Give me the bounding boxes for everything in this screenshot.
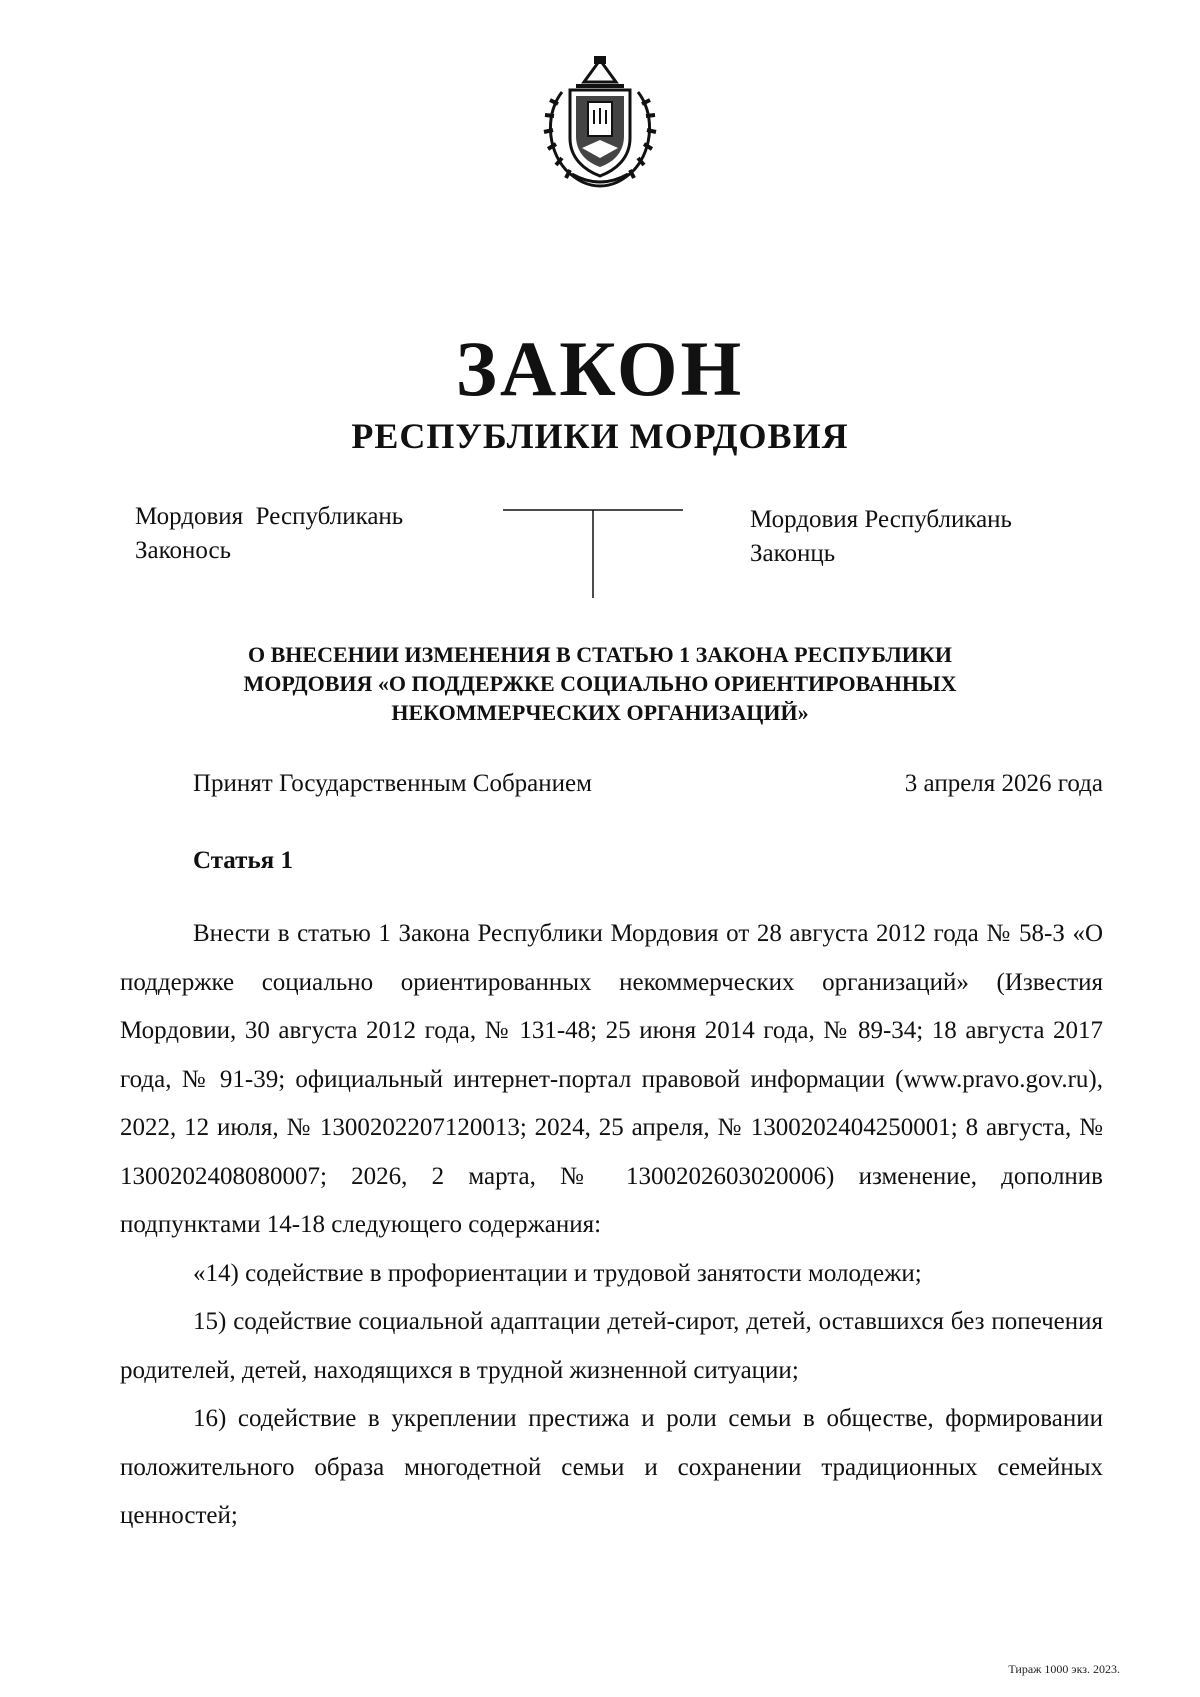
law-heading <box>120 640 1080 727</box>
law-title: ЗАКОН <box>455 325 745 412</box>
moksha-label <box>750 503 1012 571</box>
article-paragraph: 15) содействие социальной адаптации детей-сирот, детей, оставшихся без попечения родителей, детей, находящихся в трудной жизненной ситуации; <box>120 1308 1103 1384</box>
separator-tee <box>503 508 683 598</box>
moksha-label-line1: Мордовия Республикань <box>750 506 1012 533</box>
article-paragraph: 16) содействие в укреплении престижа и роли семьи в обществе, формировании положительного образа многодетной семьи и сохранении традиционных семейных ценностей; <box>120 1405 1103 1529</box>
law-heading-line1: О ВНЕСЕНИИ ИЗМЕНЕНИЯ В СТАТЬЮ 1 ЗАКОНА РЕСПУБЛИКИ <box>248 642 952 667</box>
coat-of-arms-mordovia-icon <box>532 52 668 192</box>
erzya-label-line2: Законось <box>135 537 231 564</box>
law-heading-line2: МОРДОВИЯ «О ПОДДЕРЖКЕ СОЦИАЛЬНО ОРИЕНТИРОВАННЫХ <box>243 671 957 696</box>
adoption-date: 3 апреля 2026 года <box>904 770 1103 797</box>
law-heading-line3: НЕКОММЕРЧЕСКИХ ОРГАНИЗАЦИЙ» <box>391 700 809 725</box>
print-run-note: Тираж 1000 экз. 2023. <box>1008 1662 1120 1676</box>
adoption-label: Принят Государственным Собранием <box>193 770 592 797</box>
article-title: Статья 1 <box>193 847 293 874</box>
article-paragraph: «14) содействие в профориентации и трудовой занятости молодежи; <box>193 1259 922 1287</box>
law-subtitle: РЕСПУБЛИКИ МОРДОВИЯ <box>351 416 849 456</box>
article-body <box>120 910 1103 1541</box>
erzya-label <box>135 500 403 568</box>
erzya-label-line1: Мордовия Республикань <box>135 503 404 530</box>
moksha-label-line2: Законць <box>750 540 836 567</box>
article-paragraph: Внести в статью 1 Закона Республики Мордовия от 28 августа 2012 года № 58-З «О поддержке социально ориентированных некоммерческих организаций» (Известия Мордовии, 30 августа 2012 года, № 131-48; 25 июня 2014 года, № 89-34; 18 августа 2017 года, № 91-39; официальный интернет-портал правовой информации (www.pravo.gov.ru), 2022, 12 июля, № 1300202207120013; 2024, 25 апреля, № 1300202404250001; 8 августа, № 1300202408080007; 2026, 2 марта, № 1300202603020006) изменение, дополнив подпунктами 14-18 следующего содержания: <box>120 920 1103 1238</box>
